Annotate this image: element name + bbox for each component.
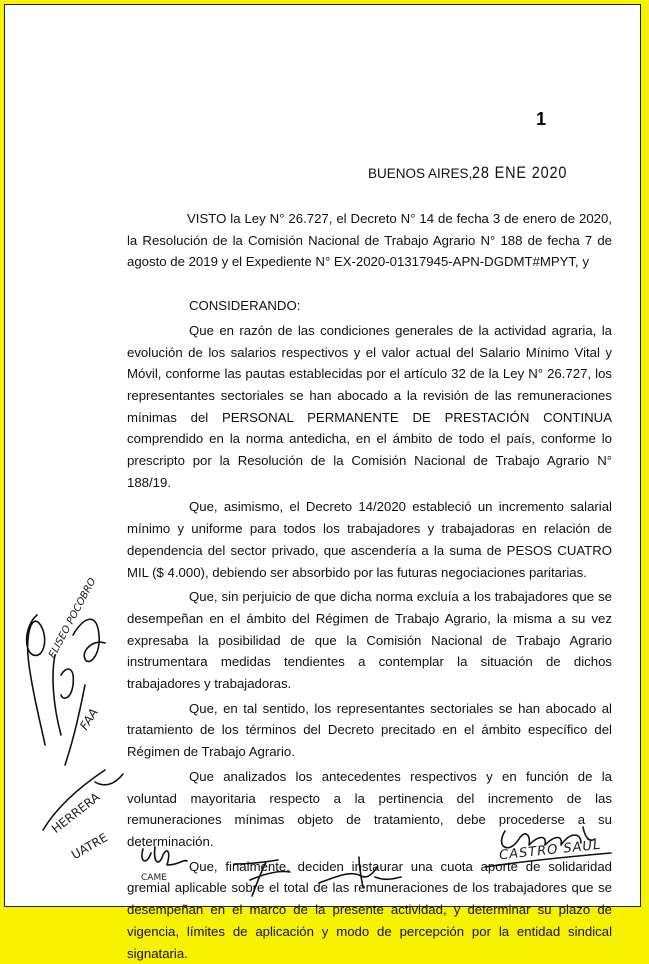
considerando-paragraph-5: Que analizados los antecedentes respectivos y en función de la voluntad mayoritaria respecto a la pertinencia del incremento de las remuneraciones mínimas objeto de tratamiento, debe procederse a su determinación. xyxy=(127,768,612,849)
considerando-paragraph-4: Que, en tal sentido, los representantes sectoriales se han abocado al tratamiento de los términos del Decreto precitado en el ámbito específico del Régimen de Trabajo Agrario. xyxy=(127,700,612,760)
considerando-paragraph-2: Que, asimismo, el Decreto 14/2020 estableció un incremento salarial mínimo y uniforme para todos los trabajadores y trabajadoras en relación de dependencia del sector privado, que ascendería a la suma de PESOS CUATRO MIL ($ 4.000), debiendo ser absorbido por las futuras negociaciones paritarias. xyxy=(127,499,612,580)
considerando-paragraph-1: Que en razón de las condiciones generales de la actividad agraria, la evolución de los salarios respectivos y el valor actual del Salario Mínimo Vital y Móvil, conforme las pautas establecidas por el artículo 32 de la Ley N° 26.727, los representantes sectoriales se han abocado a la revisión de las remuneraciones mínimas del PERSONAL PERMANENTE DE PRESTACIÓN CONTINUA comprendido en la norma antedicha, en el ámbito de todo el país, conforme lo prescripto por la Resolución de la Comisión Nacional de Trabajo Agrario N° 188/19. xyxy=(127,322,612,490)
considerando-paragraph-3: Que, sin perjuicio de que dicha norma excluía a los trabajadores que se desempeñan en el ámbito del Régimen de Trabajo Agrario, la misma a su vez expresaba la posibilidad de que la Comisión Nacional de Trabajo Agrario instrumentara medidas tendientes a contemplar la situación de dichos trabajadores y trabajadoras. xyxy=(127,589,612,692)
considerando-heading: CONSIDERANDO: xyxy=(189,298,301,314)
date-place: BUENOS AIRES, xyxy=(368,166,473,181)
date-line xyxy=(368,163,584,183)
bottom-right-note-castro: CASTRO SAÚL xyxy=(498,837,602,864)
page-number: 1 xyxy=(536,109,547,129)
considerando-paragraph-6: Que, finalmente, deciden instaurar una cuota aporte de solidaridad gremial aplicable sobre el total de las remuneraciones de los trabajadores que se desempeñan en el marco de la presente actividad, y determinar su plazo de vigencia, límites de aplicación y modo de percepción por la entidad sindical signataria. xyxy=(127,858,612,961)
left-note-uatre: UATRE xyxy=(69,830,111,863)
visto-paragraph: VISTO la Ley N° 26.727, el Decreto N° 14 de fecha 3 de enero de 2020, la Resolución de la Comisión Nacional de Trabajo Agrario N° 188 de fecha 7 de agosto de 2019 y el Expediente N° EX-2020-01317945-APN-DGDMT#MPYT, y xyxy=(127,211,612,270)
bottom-signature-2 xyxy=(230,850,310,900)
document-page xyxy=(4,4,641,961)
left-note-faa: FAA xyxy=(77,705,101,733)
left-note-eliseo: ELISEO POCOBRO xyxy=(47,576,99,661)
bottom-signature-3 xyxy=(315,853,405,893)
left-note-herrera: HERRERA xyxy=(49,789,103,837)
bottom-note-came: CAME xyxy=(141,873,167,883)
date-stamp: 28 ENE 2020 xyxy=(472,163,568,182)
